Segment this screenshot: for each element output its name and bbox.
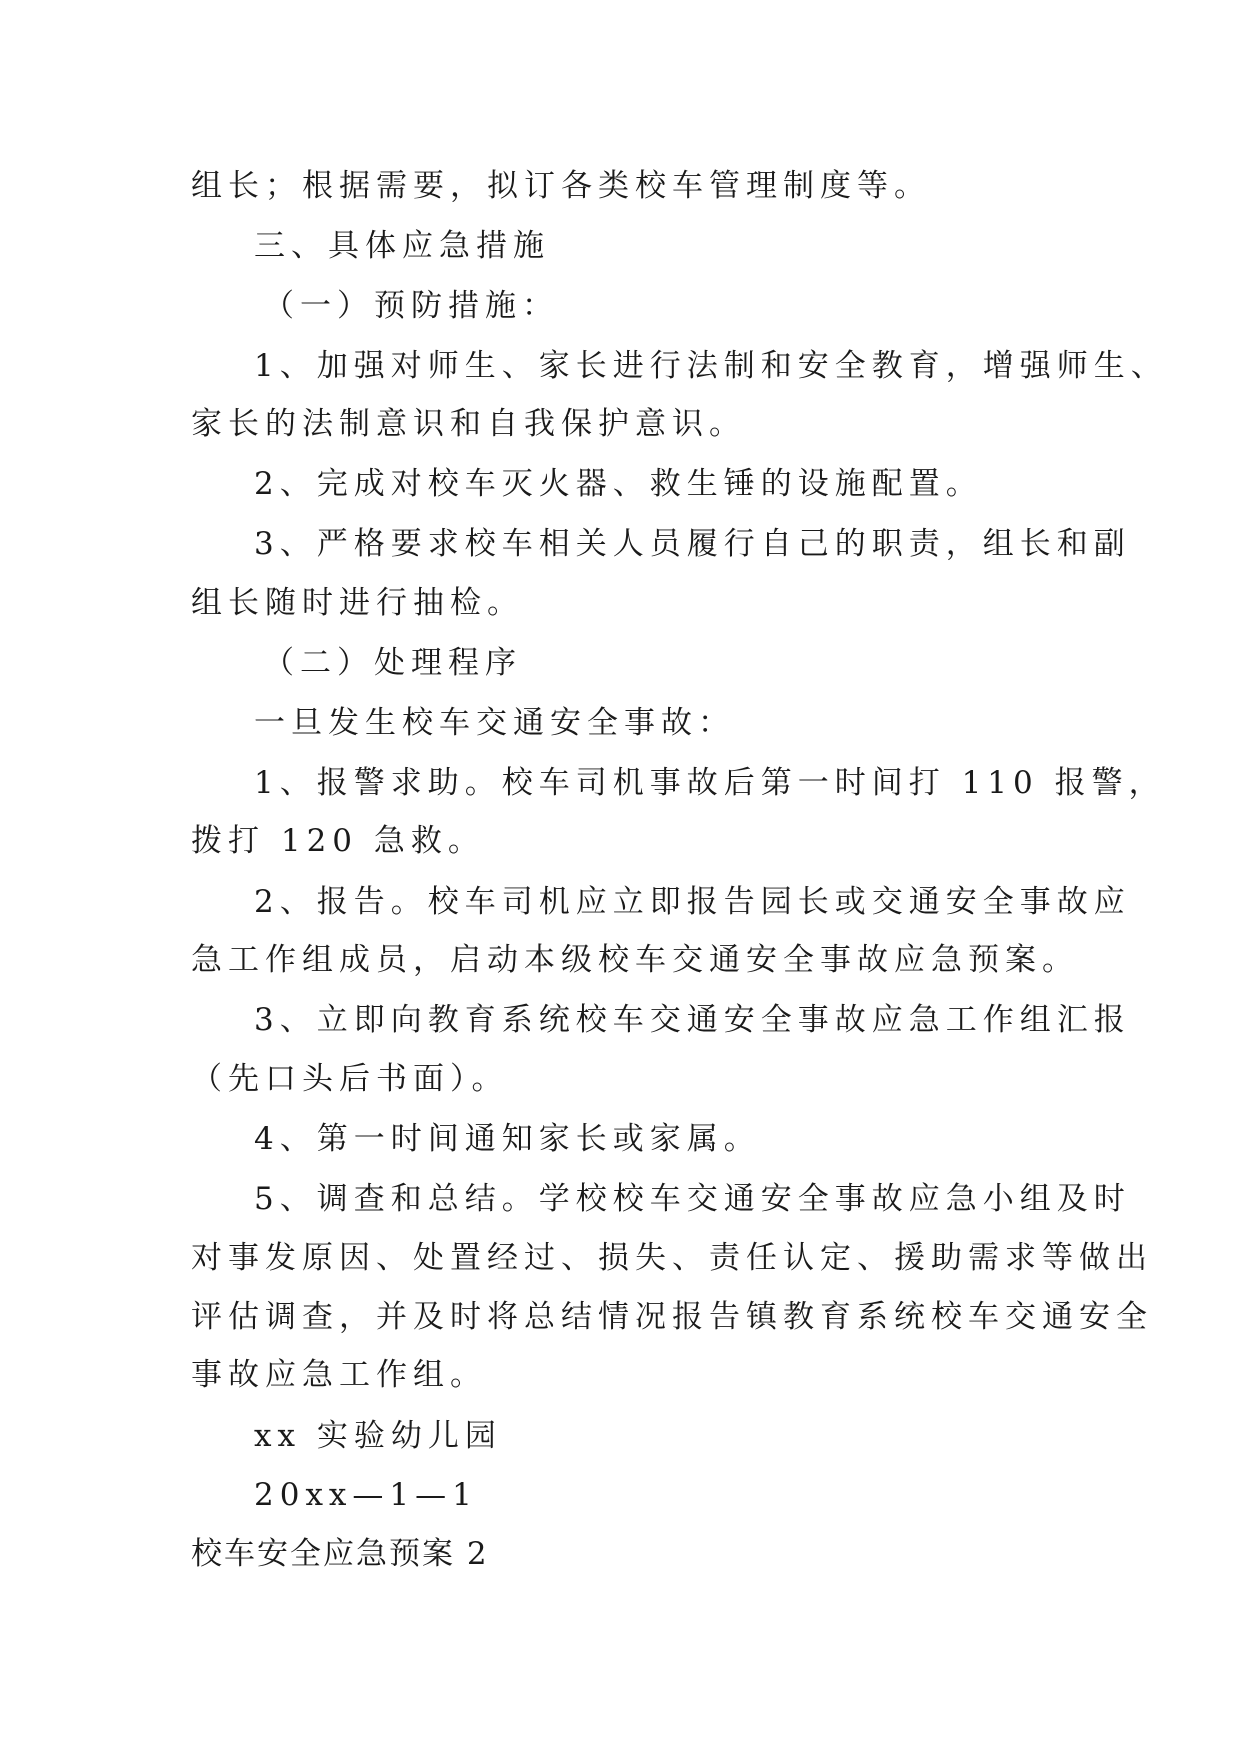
next-section-title: 校车安全应急预案 2 (191, 1536, 489, 1572)
text-line: 事故应急工作组。 (191, 1357, 487, 1393)
text-line: 2、完成对校车灭火器、救生锤的设施配置。 (254, 466, 983, 502)
text-line: 一旦发生校车交通安全事故： (254, 705, 735, 741)
text-line: 3、立即向教育系统校车交通安全事故应急工作组汇报 (254, 1002, 1131, 1038)
signature-org: xx 实验幼儿园 (254, 1418, 502, 1454)
text-line: 拨打 120 急救。 (191, 823, 485, 859)
text-line: 家长的法制意识和自我保护意识。 (191, 406, 746, 442)
text-line: 1、报警求助。校车司机事故后第一时间打 110 报警， (254, 765, 1166, 801)
text-line: 急工作组成员，启动本级校车交通安全事故应急预案。 (191, 942, 1079, 978)
text-line: 4、第一时间通知家长或家属。 (254, 1121, 761, 1157)
text-line: 组长；根据需要，拟订各类校车管理制度等。 (191, 168, 931, 204)
text-line: 5、调查和总结。学校校车交通安全事故应急小组及时 (254, 1181, 1131, 1217)
signature-date: 20xx—1—1 (254, 1477, 478, 1513)
text-line: 组长随时进行抽检。 (191, 585, 524, 621)
text-line: （先口头后书面）。 (191, 1061, 509, 1097)
subsection-heading: （二）处理程序 (263, 645, 522, 681)
text-line: 3、严格要求校车相关人员履行自己的职责，组长和副 (254, 526, 1131, 562)
section-heading: 三、具体应急措施 (254, 228, 550, 264)
text-line: 评估调查，并及时将总结情况报告镇教育系统校车交通安全 (191, 1299, 1153, 1335)
text-line: 对事发原因、处置经过、损失、责任认定、援助需求等做出 (191, 1240, 1153, 1276)
text-line: 2、报告。校车司机应立即报告园长或交通安全事故应 (254, 884, 1131, 920)
subsection-heading: （一）预防措施： (263, 288, 559, 324)
text-line: 1、加强对师生、家长进行法制和安全教育，增强师生、 (254, 348, 1168, 384)
